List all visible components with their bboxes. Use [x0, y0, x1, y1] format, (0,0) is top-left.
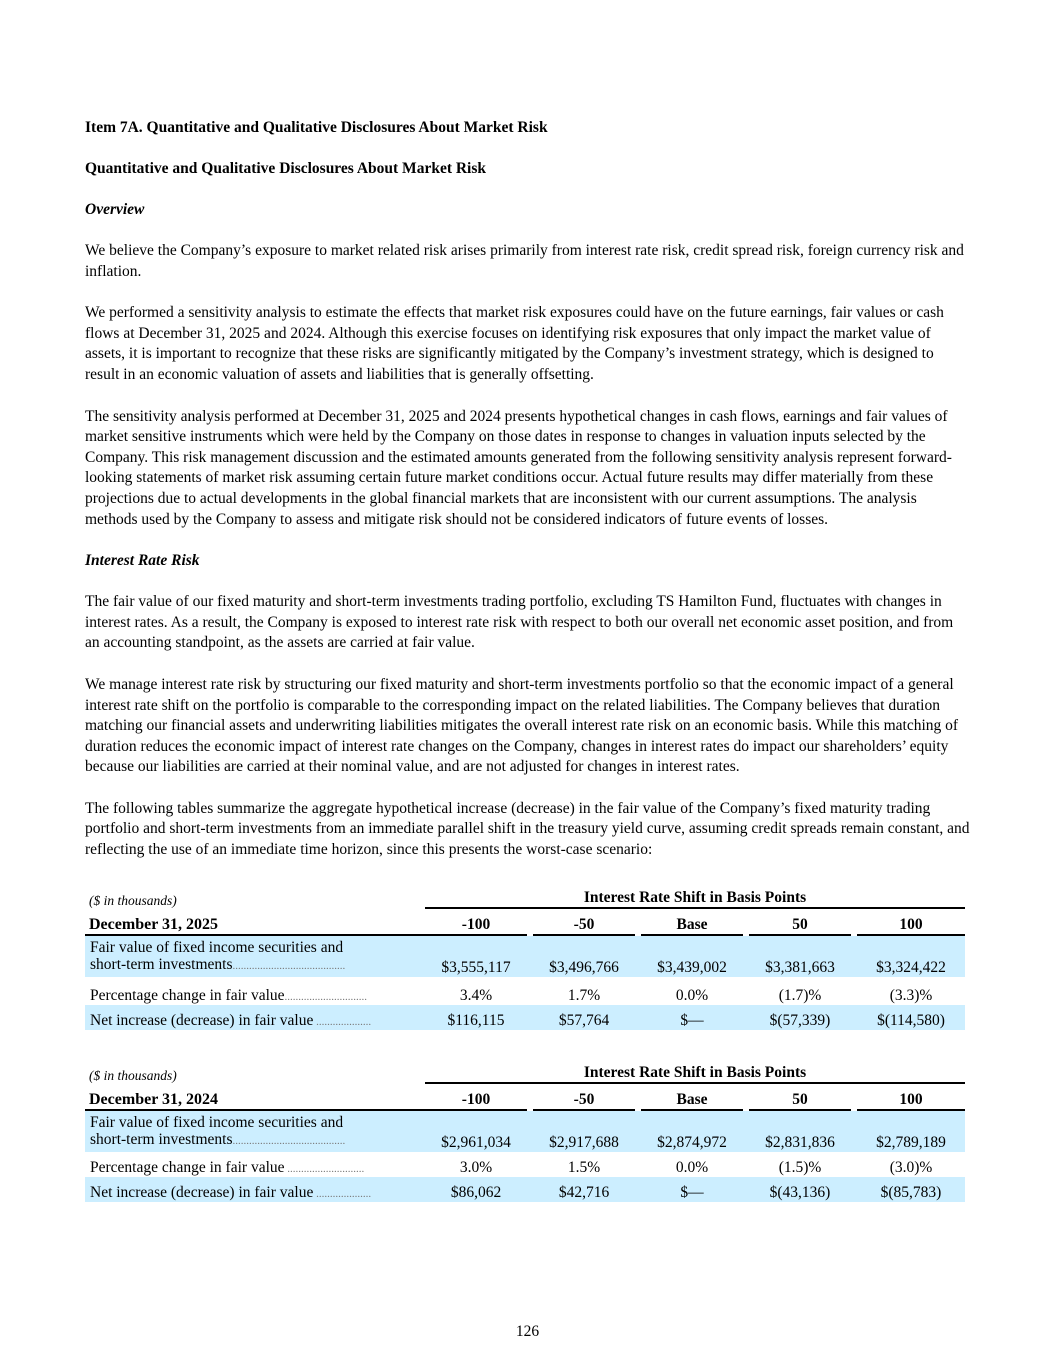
- cell: (3.0)%: [889, 1158, 933, 1176]
- row-label: short-term investments: [90, 1130, 233, 1148]
- cell: (1.5)%: [778, 1158, 822, 1176]
- cell: 1.5%: [567, 1158, 601, 1176]
- row-label: Fair value of fixed income securities and: [90, 938, 344, 956]
- table-row: Fair value of fixed income securities and short-term investments......................................... $3,555,117 $3,496,766 $3,439,002 $3,381,663 $3,324,422: [85, 936, 965, 977]
- row-label: Net increase (decrease) in fair value: [90, 1183, 314, 1201]
- col-header: -50: [533, 1084, 635, 1111]
- col-header: 50: [749, 909, 851, 936]
- cell: 0.0%: [675, 986, 709, 1004]
- cell: (3.3)%: [889, 986, 933, 1004]
- units-label: ($ in thousands): [89, 892, 177, 908]
- group-header: Interest Rate Shift in Basis Points: [425, 1062, 965, 1084]
- cell: $2,961,034: [425, 1111, 527, 1152]
- item-heading: Item 7A. Quantitative and Qualitative Disclosures About Market Risk: [85, 119, 548, 136]
- cell: $2,917,688: [533, 1111, 635, 1152]
- table-row: Percentage change in fair value ............................ 3.0% 1.5% 0.0% (1.5)% (3.0)%: [85, 1152, 965, 1177]
- cell: $3,324,422: [857, 936, 965, 977]
- paragraph-4: The fair value of our fixed maturity and short-term investments trading portfolio, excluding TS Hamilton Fund, fluctuates with changes in interest rates. As a result, the Company is exposed to interest rate risk with respect to both our overall net economic asset position, and from an accounting standpoint, as the assets are carried at fair value.: [85, 593, 954, 652]
- period-header: December 31, 2024: [85, 1084, 425, 1111]
- cell: 0.0%: [675, 1158, 709, 1176]
- paragraph-1: We believe the Company’s exposure to market related risk arises primarily from interest rate risk, credit spread risk, foreign currency risk and inflation.: [85, 242, 964, 280]
- cell: $2,789,189: [857, 1111, 965, 1152]
- cell: $2,874,972: [641, 1111, 743, 1152]
- sensitivity-table-2024: [85, 1062, 965, 1202]
- col-header: 50: [749, 1084, 851, 1111]
- cell: $57,764: [533, 1005, 635, 1030]
- col-header: -100: [425, 1084, 527, 1111]
- period-header: December 31, 2025: [85, 909, 425, 936]
- cell: 3.0%: [459, 1158, 493, 1176]
- cell: $—: [641, 1005, 743, 1030]
- cell: $3,381,663: [749, 936, 851, 977]
- cell: $(57,339): [749, 1005, 851, 1030]
- row-label: Fair value of fixed income securities and: [90, 1113, 344, 1131]
- cell: $3,439,002: [641, 936, 743, 977]
- cell: $116,115: [425, 1005, 527, 1030]
- col-header: Base: [641, 909, 743, 936]
- paragraph-6: The following tables summarize the aggregate hypothetical increase (decrease) in the fair value of the Company’s fixed maturity trading portfolio and short-term investments from an immediate parallel shift in the treasury yield curve, assuming credit spreads remain constant, and reflecting the use of an immediate time horizon, since this presents the worst-case scenario:: [85, 799, 970, 859]
- row-label: Percentage change in fair value: [90, 1158, 285, 1176]
- paragraph-2: We performed a sensitivity analysis to estimate the effects that market risk exposures could have on the future earnings, fair values or cash flows at December 31, 2025 and 2024. Although this exercise focuses on identifying risk exposures that only impact the market value of assets, it is important to recognize that these risks are significantly mitigated by the Company’s investment strategy, which is designed to result in an economic valuation of assets and liabilities that is generally offsetting.: [85, 304, 944, 383]
- table-row: Percentage change in fair value.............................. 3.4% 1.7% 0.0% (1.7)% (3.3)%: [85, 977, 965, 1005]
- col-header: -100: [425, 909, 527, 936]
- units-label: ($ in thousands): [89, 1067, 177, 1083]
- col-header: -50: [533, 909, 635, 936]
- row-label: Net increase (decrease) in fair value: [90, 1011, 314, 1029]
- section-heading: Quantitative and Qualitative Disclosures About Market Risk: [85, 160, 487, 177]
- cell: $86,062: [425, 1177, 527, 1202]
- row-label: Percentage change in fair value: [90, 986, 285, 1004]
- cell: $3,555,117: [425, 936, 527, 977]
- cell: 1.7%: [567, 986, 601, 1004]
- paragraph-3: The sensitivity analysis performed at December 31, 2025 and 2024 presents hypothetical changes in cash flows, earnings and fair values of market sensitive instruments which were held by the Company on those dates in response to changes in valuation inputs selected by the Company. This risk management discussion and the estimated amounts generated from the following sensitivity analysis represent forward-looking statements of market risk assuming certain future market conditions occur. Actual future results may differ materially from these projections due to actual developments in the global financial markets that are inconsistent with our current assumptions. The analysis methods used by the Company to assess and mitigate risk should not be considered indicators of future events of losses.: [85, 407, 952, 528]
- cell: 3.4%: [459, 986, 493, 1004]
- document-page: [85, 118, 970, 1202]
- table-row: Net increase (decrease) in fair value .................... $86,062 $42,716 $— $(43,136) $(85,783): [85, 1177, 965, 1202]
- paragraph-5: We manage interest rate risk by structuring our fixed maturity and short-term investments portfolio so that the economic impact of a general interest rate shift on the portfolio is comparable to the corresponding impact on the related liabilities. The Company believes that duration matching our financial assets and underwriting liabilities mitigates the overall interest rate risk on an economic basis. While this matching of duration reduces the economic impact of interest rate changes on the Company, changes in interest rates do impact our shareholders’ equity because our liabilities are carried at their nominal value, and are not adjusted for changes in interest rates.: [85, 675, 959, 776]
- table-row: Net increase (decrease) in fair value .................... $116,115 $57,764 $— $(57,339) $(114,580): [85, 1005, 965, 1030]
- cell: $(43,136): [749, 1177, 851, 1202]
- table-row: Fair value of fixed income securities and short-term investments......................................... $2,961,034 $2,917,688 $2,874,972 $2,831,836 $2,789,189: [85, 1111, 965, 1152]
- cell: $—: [641, 1177, 743, 1202]
- sensitivity-table-2025: [85, 887, 965, 1030]
- interest-rate-risk-heading: Interest Rate Risk: [85, 552, 200, 570]
- col-header: 100: [857, 909, 965, 936]
- col-header: 100: [857, 1084, 965, 1111]
- overview-heading: Overview: [85, 201, 145, 218]
- cell: $(85,783): [857, 1177, 965, 1202]
- cell: $42,716: [533, 1177, 635, 1202]
- col-header: Base: [641, 1084, 743, 1111]
- cell: (1.7)%: [778, 986, 822, 1004]
- cell: $3,496,766: [533, 936, 635, 977]
- cell: $2,831,836: [749, 1111, 851, 1152]
- row-label: short-term investments: [90, 955, 233, 973]
- cell: $(114,580): [857, 1005, 965, 1030]
- group-header: Interest Rate Shift in Basis Points: [425, 887, 965, 909]
- page-number: 126: [515, 1323, 540, 1340]
